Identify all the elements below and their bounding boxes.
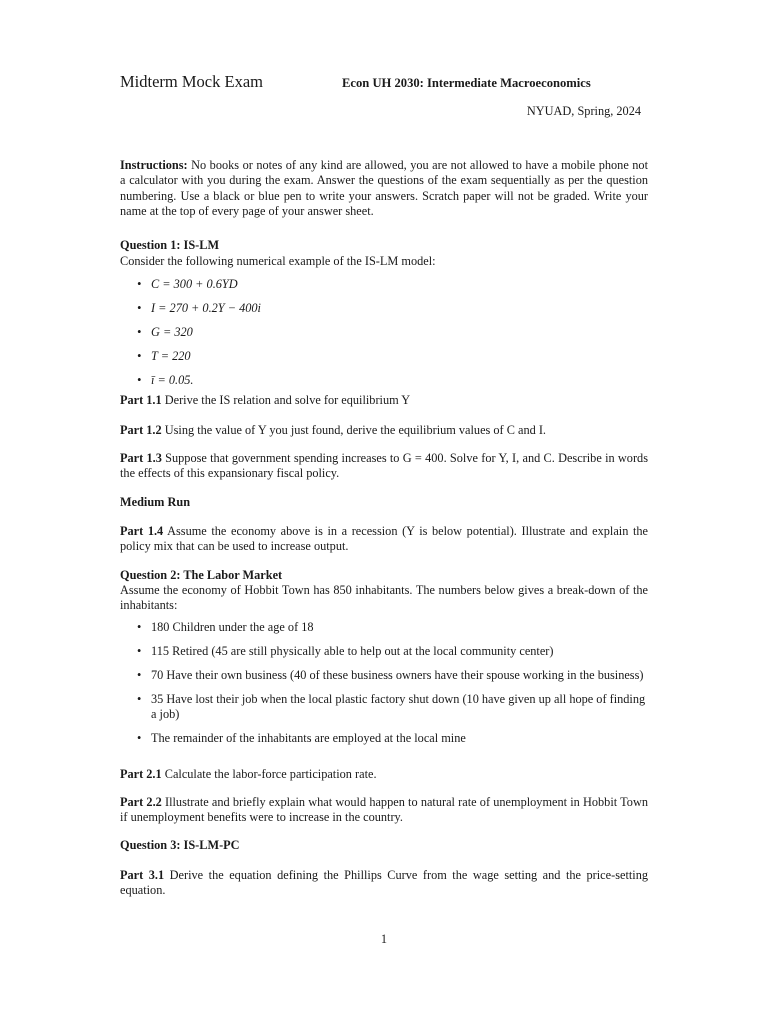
list-item-lost-job: • 35 Have lost their job when the local plastic factory shut down (10 have given up all hope of finding a job) — [120, 692, 648, 723]
exam-title: Midterm Mock Exam — [120, 72, 263, 91]
equation-investment: • I = 270 + 0.2Y − 400i — [120, 301, 648, 316]
part-1-3 — [120, 451, 648, 482]
part-2-2-text: Illustrate and briefly explain what would happen to natural rate of unemployment in Hobbit Town if unemployment benefits were to increase in the country. — [120, 795, 648, 825]
part-2-2 — [120, 795, 648, 826]
question-1-equations — [120, 277, 648, 388]
part-1-4-label: Part 1.4 — [120, 524, 164, 538]
instructions-text: No books or notes of any kind are allowed, you are not allowed to have a mobile phone not a calculator with you during the exam. Answer the questions of the exam sequentially as per the question numbering. Use a black or blue pen to write your answers. Scratch paper will not be graded. Write your name at the top of every page of your answer sheet. — [120, 158, 648, 219]
equation-consumption: • C = 300 + 0.6YD — [120, 277, 648, 292]
list-item-children: • 180 Children under the age of 18 — [120, 620, 648, 635]
list-item-remainder: • The remainder of the inhabitants are employed at the local mine — [120, 731, 648, 746]
part-1-1-label: Part 1.1 — [120, 393, 162, 407]
part-2-1 — [120, 767, 648, 782]
part-1-4-text: Assume the economy above is in a recession (Y is below potential). Illustrate and explain the policy mix that can be used to increase output. — [120, 524, 648, 554]
page-number: 1 — [380, 932, 388, 946]
part-2-2-label: Part 2.2 — [120, 795, 162, 809]
list-item-business: • 70 Have their own business (40 of these business owners have their spouse working in the business) — [120, 668, 648, 683]
equation-government: • G = 320 — [120, 325, 648, 340]
question-2-title: Question 2: The Labor Market — [120, 568, 283, 582]
question-2-intro: Assume the economy of Hobbit Town has 850 inhabitants. The numbers below gives a break-down of the inhabitants: — [120, 583, 648, 613]
course-title: Econ UH 2030: Intermediate Macroeconomics — [342, 76, 591, 90]
part-2-1-label: Part 2.1 — [120, 767, 162, 781]
part-1-3-label: Part 1.3 — [120, 451, 162, 465]
part-1-2-label: Part 1.2 — [120, 423, 162, 437]
question-3-title: Question 3: IS-LM-PC — [120, 838, 240, 852]
semester-label: NYUAD, Spring, 2024 — [526, 104, 641, 118]
part-1-3-text: Suppose that government spending increases to G = 400. Solve for Y, I, and C. Describe in words the effects of this expansionary fiscal policy. — [120, 451, 648, 481]
part-1-2 — [120, 423, 648, 438]
list-item-retired: • 115 Retired (45 are still physically able to help out at the local community center) — [120, 644, 648, 659]
question-2-list — [120, 620, 648, 747]
part-1-4 — [120, 524, 648, 555]
question-1-title: Question 1: IS-LM — [120, 238, 220, 252]
part-1-1-text: Derive the IS relation and solve for equilibrium Y — [161, 393, 411, 407]
question-1-intro: Consider the following numerical example of the IS-LM model: — [120, 254, 436, 268]
part-3-1-text: Derive the equation defining the Phillips Curve from the wage setting and the price-setting equation. — [120, 868, 648, 898]
part-3-1 — [120, 868, 648, 899]
part-2-1-text: Calculate the labor-force participation rate. — [161, 767, 377, 781]
part-3-1-label: Part 3.1 — [120, 868, 165, 882]
part-1-1 — [120, 393, 648, 408]
instructions-paragraph — [120, 158, 648, 220]
equation-taxes: • T = 220 — [120, 349, 648, 364]
equation-interest: • ī = 0.05. — [120, 373, 648, 388]
medium-run-heading: Medium Run — [120, 495, 191, 509]
instructions-label: Instructions: — [120, 158, 188, 172]
part-1-2-text: Using the value of Y you just found, derive the equilibrium values of C and I. — [161, 423, 546, 437]
